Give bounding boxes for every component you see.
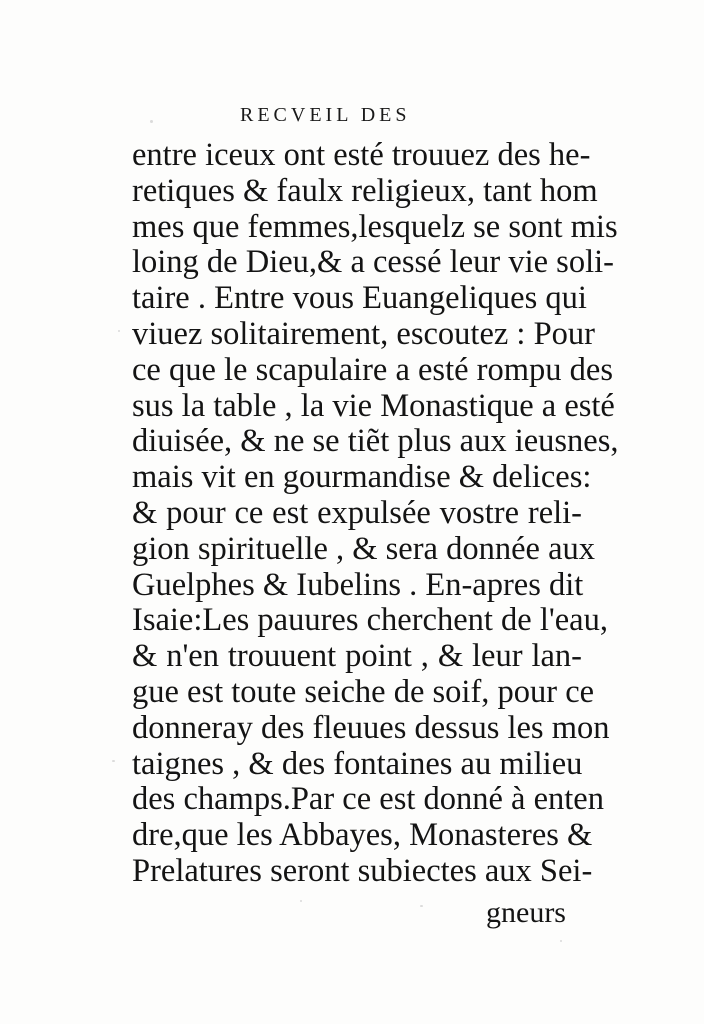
text-line: sus la table , la vie Monastique a esté	[132, 387, 615, 424]
print-speckle	[112, 760, 115, 762]
text-line: loing de Dieu,& a cessé leur vie soli-	[132, 244, 614, 281]
text-line: dre,que les Abbayes, Monasteres &	[132, 817, 593, 854]
print-speckle	[560, 940, 562, 942]
text-line: taire . Entre vous Euangeliques qui	[132, 280, 587, 317]
text-line: Guelphes & Iubelins . En-apres dit	[132, 566, 584, 603]
text-line: viuez solitairement, escoutez : Pour	[132, 315, 595, 352]
print-speckle	[150, 120, 153, 123]
text-line: Isaie:Les pauures cherchent de l'eau,	[132, 602, 608, 639]
body-text	[132, 137, 619, 890]
print-speckle	[118, 330, 120, 332]
text-line: & pour ce est expulsée vostre reli-	[132, 494, 582, 531]
text-line: Prelatures seront subiectes aux Sei-	[132, 852, 593, 889]
text-line: entre iceux ont esté trouuez des he-	[132, 137, 591, 173]
text-line: mes que femmes,lesquelz se sont mis	[132, 208, 618, 245]
text-line: taignes , & des fontaines au milieu	[132, 745, 583, 782]
print-speckle	[300, 900, 302, 902]
text-line: gion spirituelle , & sera donnée aux	[132, 530, 595, 567]
text-line: mais vit en gourmandise & delices:	[132, 459, 592, 496]
text-line: retiques & faulx religieux, tant hom	[132, 172, 598, 209]
text-line: ce que le scapulaire a esté rompu des	[132, 351, 613, 388]
text-line: diuisée, & ne se tiẽt plus aux ieusnes,	[132, 423, 619, 460]
print-speckle	[420, 905, 423, 907]
text-line: & n'en trouuent point , & leur lan-	[132, 638, 582, 675]
catchword: gneurs	[486, 896, 566, 929]
text-line: gue est toute seiche de soif, pour ce	[132, 673, 595, 710]
text-line: des champs.Par ce est donné à enten	[132, 781, 604, 818]
running-head: RECVEIL DES	[240, 104, 411, 126]
text-line: donneray des fleuues dessus les mon	[132, 709, 610, 746]
